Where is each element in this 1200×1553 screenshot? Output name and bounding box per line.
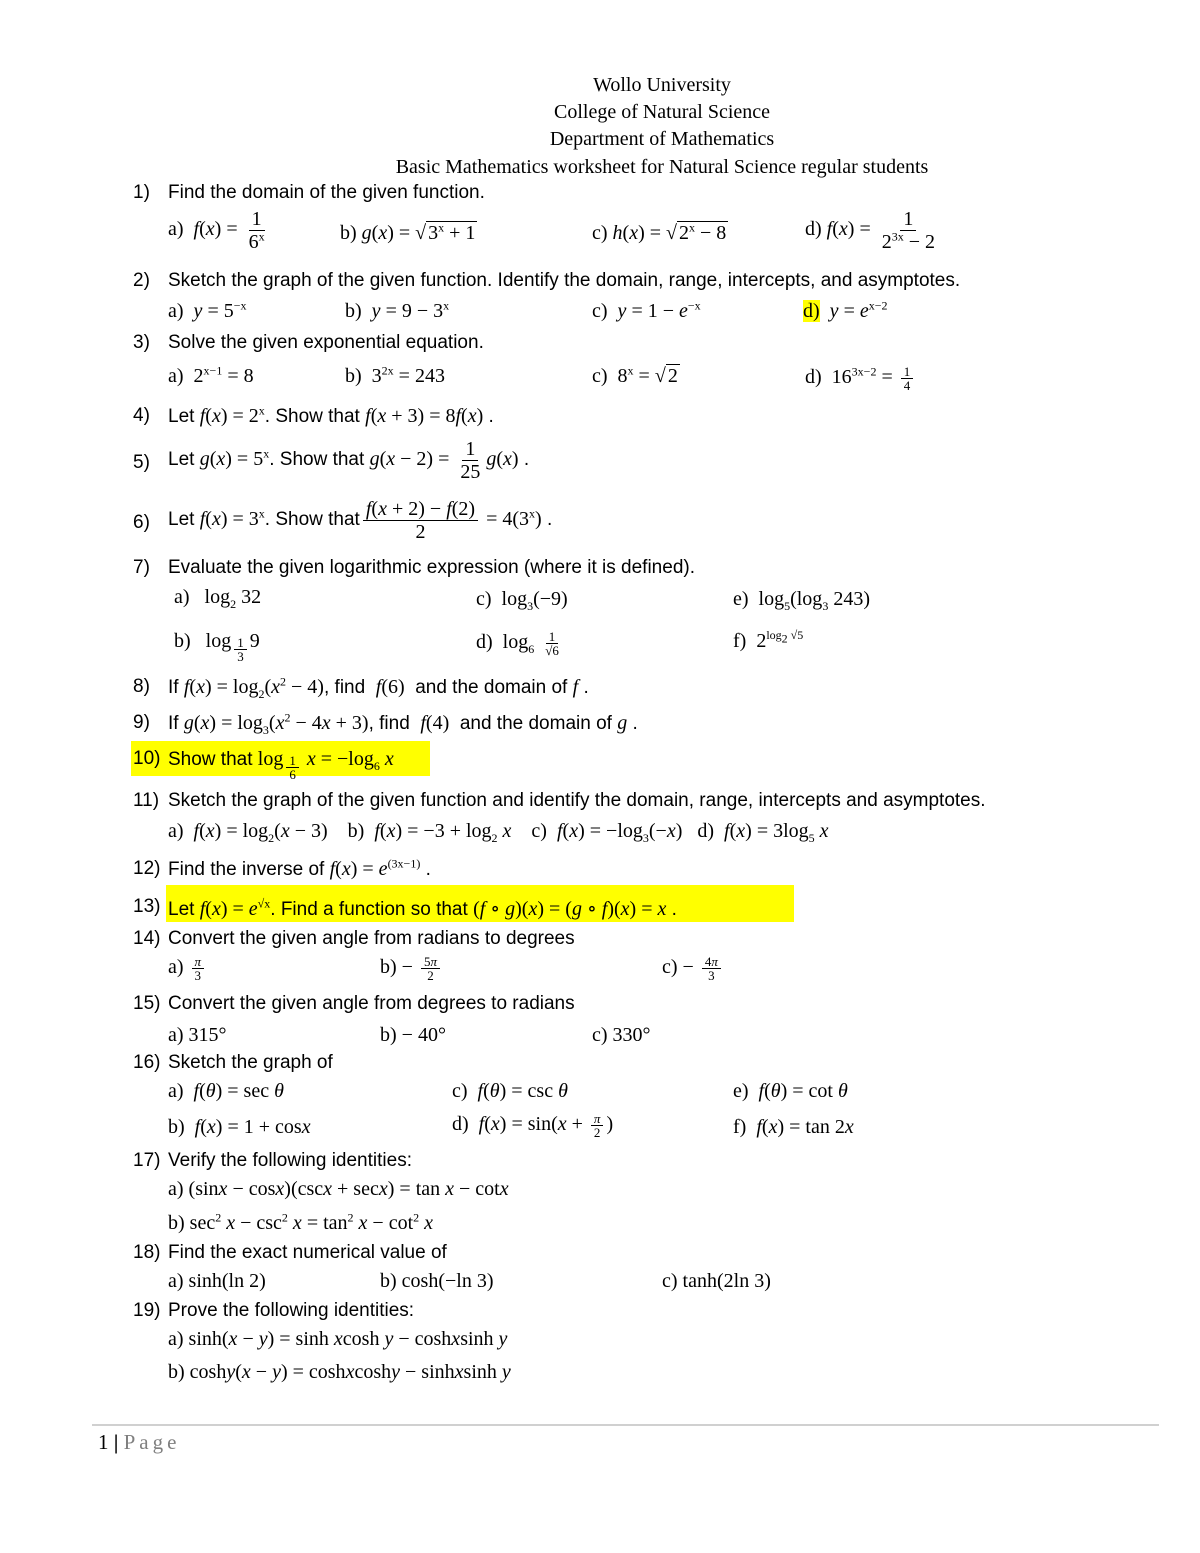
q19-option-b: b) coshy(x − y) = coshxcoshy − sinhxsinh y bbox=[168, 1361, 511, 1383]
question-text: Evaluate the given logarithmic expression (where it is defined). bbox=[168, 557, 695, 578]
q16-option-a: a) f(θ) = sec θ bbox=[168, 1080, 284, 1102]
page-number: 1 bbox=[98, 1430, 109, 1454]
q14-option-b: b) − $\frac{5\pi}{2}$ bbox=[380, 955, 443, 982]
question-number: 1) bbox=[133, 182, 150, 203]
q1-option-d: d) f(x) = $\frac{1}{2^{3x} - 2}$ bbox=[805, 208, 936, 253]
question-6: Let $f(x) = 3^x$. Show that $\frac{f(x + 2) - f(2)}{2}$ = $4(3^x)$ . bbox=[168, 498, 553, 543]
footer-separator: | bbox=[113, 1430, 119, 1454]
q17-option-a: a) (sinx − cosx)(cscx + secx) = tan x − cotx bbox=[168, 1178, 509, 1200]
question-text: Solve the given exponential equation. bbox=[168, 332, 484, 353]
q16-option-f: f) f(x) = tan 2x bbox=[733, 1116, 854, 1138]
q3-option-b: b) $3^{2x} = 243$ bbox=[345, 363, 445, 387]
header-college: College of Natural Science bbox=[553, 101, 771, 123]
q15-option-a: a) 315° bbox=[168, 1024, 227, 1046]
header-university: Wollo University bbox=[593, 74, 731, 96]
question-number: 10) bbox=[133, 748, 161, 769]
page-label: Page bbox=[123, 1430, 181, 1454]
question-number: 3) bbox=[133, 332, 150, 353]
footer-rule bbox=[92, 1424, 1159, 1426]
question-text: Convert the given angle from degrees to radians bbox=[168, 993, 575, 1014]
question-number: 14) bbox=[133, 928, 161, 949]
q17-option-b: b) $\sec^2 x - \csc^2 x = \tan^2 x - \cot^2 x$ bbox=[168, 1210, 434, 1234]
question-text: Convert the given angle from radians to degrees bbox=[168, 928, 575, 949]
question-number: 15) bbox=[133, 993, 161, 1014]
question-text: Sketch the graph of the given function. Identify the domain, range, intercepts, and asymptotes. bbox=[168, 270, 961, 291]
question-text: Find the exact numerical value of bbox=[168, 1242, 447, 1263]
q16-option-c: c) f(θ) = csc θ bbox=[452, 1080, 568, 1102]
q3-option-c: c) $8^x$ = √ 2 bbox=[592, 363, 678, 387]
question-text: Find the domain of the given function. bbox=[168, 182, 485, 203]
q18-option-a: a) sinh(ln 2) bbox=[168, 1270, 266, 1292]
question-number: 9) bbox=[133, 712, 150, 733]
question-10: Show that log $_{\frac{1}{6}}$ $x = -\log_6$ x bbox=[168, 748, 394, 782]
question-5: Let $g(x) = 5^x$. Show that g(x − 2) = $\frac{1}{25}$ g(x) . bbox=[168, 438, 530, 483]
question-text: Prove the following identities: bbox=[168, 1300, 415, 1321]
page-footer bbox=[98, 1430, 180, 1455]
question-13: Let $f(x) = e^{√x}$. Find a function so that (f ∘ g)(x) = (g ∘ f)(x) = x . bbox=[168, 896, 677, 920]
question-number: 13) bbox=[133, 896, 161, 917]
q16-option-e: e) f(θ) = cot θ bbox=[733, 1080, 848, 1102]
q15-option-b: b) − 40° bbox=[380, 1024, 446, 1046]
q18-option-c: c) tanh(2ln 3) bbox=[662, 1270, 771, 1292]
question-text: Sketch the graph of bbox=[168, 1052, 333, 1073]
q7-option-d: d) $\log_6$ $\frac{1}{√6}$ bbox=[476, 629, 559, 658]
question-number: 11) bbox=[133, 790, 160, 811]
question-number: 2) bbox=[133, 270, 150, 291]
question-12: Find the inverse of $f(x) = e^{(3x-1)}$ . bbox=[168, 856, 431, 880]
q7-option-e: e) $\log_5(\log_3$ 243) bbox=[733, 588, 870, 613]
question-number: 4) bbox=[133, 405, 150, 426]
q7-option-b: b) log $_{\frac{1}{3}}$ 9 bbox=[174, 630, 260, 664]
q2-option-c: c) $y = 1 - e^{-x}$ bbox=[592, 298, 701, 322]
question-8: If $f(x) = \log_2(x^2 - 4)$, find f(6) and the domain of f . bbox=[168, 674, 589, 701]
q7-option-a: a) $\log_2 32$ bbox=[174, 586, 262, 611]
q19-option-a: a) sinh(x − y) = sinh xcosh y − coshxsinh y bbox=[168, 1328, 508, 1350]
q3-option-d: d) $16^{3x-2}$ = $\frac{1}{4}$ bbox=[805, 365, 916, 392]
question-number: 17) bbox=[133, 1150, 161, 1171]
question-number: 12) bbox=[133, 858, 161, 879]
question-text: Sketch the graph of the given function and identify the domain, range, intercepts and asymptotes. bbox=[168, 790, 986, 811]
q2-option-b: b) $y = 9 - 3^x$ bbox=[345, 298, 450, 322]
question-number: 5) bbox=[133, 452, 150, 473]
header-title: Basic Mathematics worksheet for Natural Science regular students bbox=[395, 156, 929, 178]
q16-option-b: b) f(x) = 1 + cosx bbox=[168, 1116, 311, 1138]
q11-options: a) $f(x) = \log_2(x - 3)$ b) $f(x) = -3 + \log_2 x$ c) $f(x) = -\log_3(-x)$ d) $f(x) = 3\log_5$ x bbox=[168, 820, 829, 845]
q7-option-c: c) $\log_3(-9)$ bbox=[476, 588, 568, 613]
question-number: 18) bbox=[133, 1242, 161, 1263]
q18-option-b: b) cosh(−ln 3) bbox=[380, 1270, 494, 1292]
q3-option-a: a) $2^{x-1} = 8$ bbox=[168, 363, 254, 387]
question-number: 6) bbox=[133, 512, 150, 533]
question-number: 16) bbox=[133, 1052, 161, 1073]
q1-option-c: c) h(x) = √ $2^x - 8$ bbox=[592, 220, 727, 244]
question-number: 8) bbox=[133, 676, 150, 697]
question-number: 19) bbox=[133, 1300, 161, 1321]
q7-option-f: f) $2^{log_2 √5}$ bbox=[733, 628, 804, 652]
question-9: If $g(x) = \log_3(x^2 - 4x + 3)$, find f(4) and the domain of g . bbox=[168, 710, 638, 737]
question-4: Let $f(x) = 2^x$. Show that f(x + 3) = 8f(x) . bbox=[168, 403, 494, 427]
q15-option-c: c) 330° bbox=[592, 1024, 651, 1046]
question-text: Verify the following identities: bbox=[168, 1150, 412, 1171]
q2-option-a: a) $y = 5^{-x}$ bbox=[168, 298, 247, 322]
q1-option-a: a) f(x) = $\frac{1}{6^x}$ bbox=[168, 208, 265, 253]
q2-option-d: d) $y = e^{x-2}$ bbox=[803, 298, 888, 322]
q16-option-d: d) f(x) = sin(x + $\frac{\pi}{2}$ ) bbox=[452, 1111, 614, 1140]
q14-option-c: c) − $\frac{4\pi}{3}$ bbox=[662, 955, 724, 982]
q14-option-a: a) $\frac{\pi}{3}$ bbox=[168, 955, 207, 982]
q1-option-b: b) g(x) = √ $3^x + 1$ bbox=[340, 220, 476, 244]
question-number: 7) bbox=[133, 557, 150, 578]
header-department: Department of Mathematics bbox=[549, 128, 775, 150]
